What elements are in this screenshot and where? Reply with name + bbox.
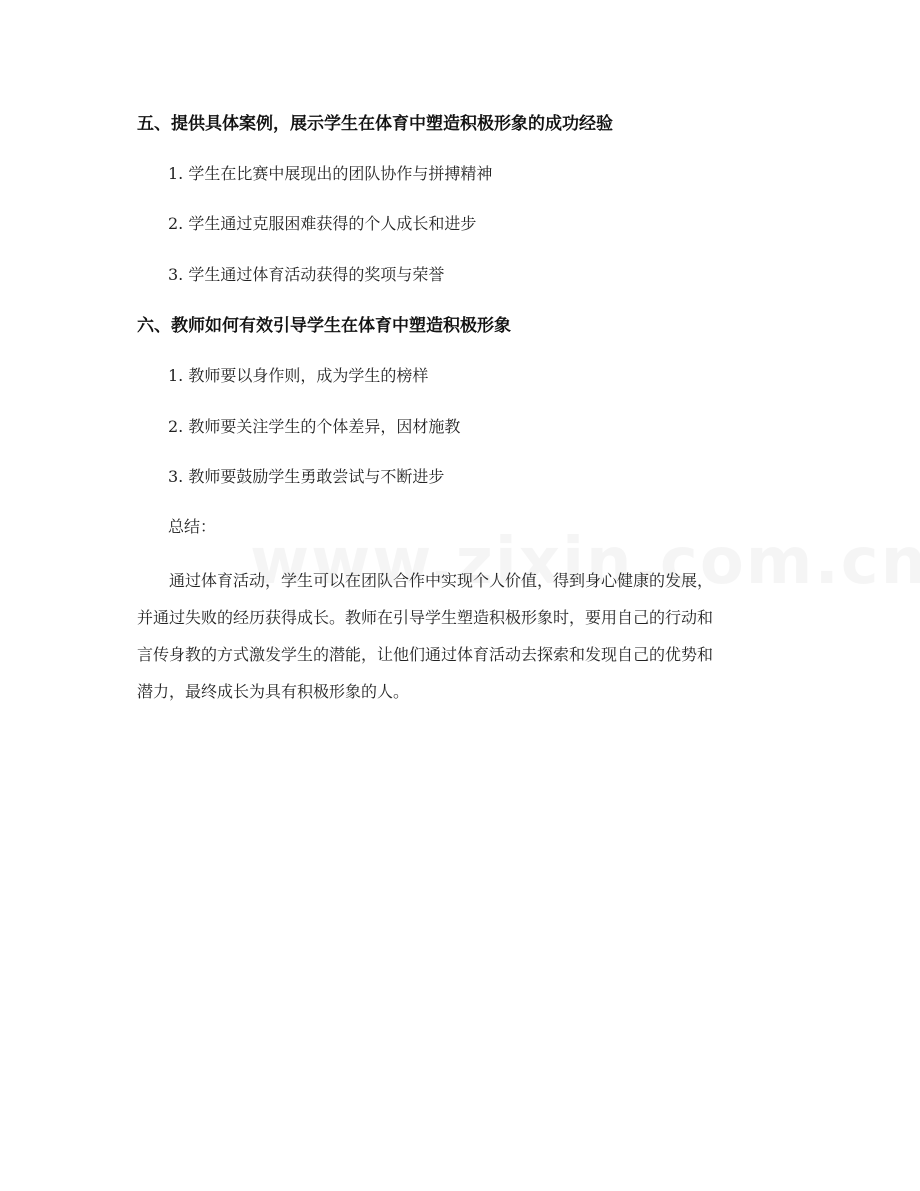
section-6-item-1: 1. 教师要以身作则，成为学生的榜样 [168, 366, 429, 385]
summary-line-1: 通过体育活动，学生可以在团队合作中实现个人价值，得到身心健康的发展， [169, 571, 714, 590]
section-5-heading: 五、提供具体案例，展示学生在体育中塑造积极形象的成功经验 [137, 114, 613, 134]
section-6-item-3: 3. 教师要鼓励学生勇敢尝试与不断进步 [168, 467, 445, 486]
summary-line-4: 潜力，最终成长为具有积极形象的人。 [137, 682, 410, 701]
section-5-item-1: 1. 学生在比赛中展现出的团队协作与拼搏精神 [168, 164, 493, 183]
section-5-item-2: 2. 学生通过克服困难获得的个人成长和进步 [168, 214, 477, 233]
section-5-item-3: 3. 学生通过体育活动获得的奖项与荣誉 [168, 265, 445, 284]
summary-paragraph [137, 562, 787, 710]
summary-label: 总结： [168, 517, 217, 536]
section-6-heading: 六、教师如何有效引导学生在体育中塑造积极形象 [137, 316, 511, 336]
section-6-item-2: 2. 教师要关注学生的个体差异，因材施教 [168, 417, 461, 436]
summary-line-3: 言传身教的方式激发学生的潜能，让他们通过体育活动去探索和发现自己的优势和 [137, 645, 714, 664]
summary-line-2: 并通过失败的经历获得成长。教师在引导学生塑造积极形象时，要用自己的行动和 [137, 608, 714, 627]
